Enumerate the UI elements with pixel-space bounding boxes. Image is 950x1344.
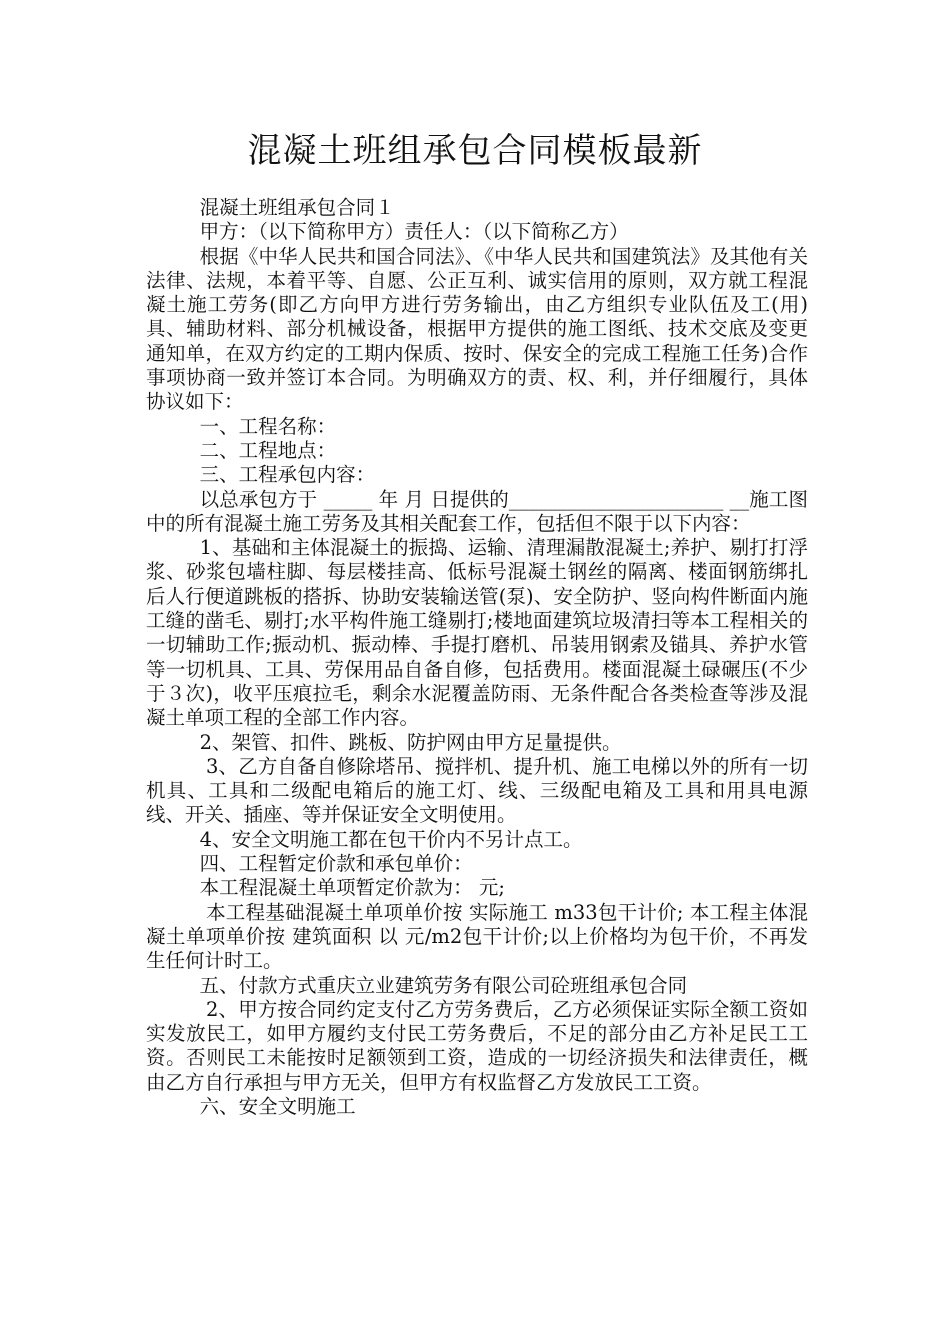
- scope-item-2: 2、架管、扣件、跳板、防护网由甲方足量提供。: [199, 730, 622, 754]
- section-safety-heading: 六、安全文明施工: [199, 1094, 356, 1118]
- unit-price-paragraph: 本工程基础混凝土单项单价按 实际施工 m33包干计价; 本工程主体混凝土单项单价按 建筑面积 以 元/m2包干计价;以上价格均为包干价，不再发生任何计时工。: [146, 900, 808, 973]
- document-body: [146, 196, 808, 1119]
- section-payment-heading: 五、付款方式重庆立业建筑劳务有限公司砼班组承包合同: [199, 973, 688, 997]
- payment-item-2: 2、甲方按合同约定支付乙方劳务费后，乙方必须保证实际全额工资如实发放民工，如甲方履约支付民工劳务费后，不足的部分由乙方补足民工工资。否则民工未能按时足额领到工资，造成的一切经济损失和法律责任，概由乙方自行承担与甲方无关，但甲方有权监督乙方发放民工工资。: [146, 997, 808, 1094]
- scope-item-1: 1、基础和主体混凝土的振捣、运输、清理漏散混凝土;养护、剔打打浮浆、砂浆包墙柱脚、每层楼挂高、低标号混凝土钢丝的隔离、楼面钢筋绑扎后人行便道跳板的搭拆、协助安装输送管(泵)、安全防护、竖向构件断面内施工缝的凿毛、剔打;水平构件施工缝剔打;楼地面建筑垃圾清扫等本工程相关的一切辅助工作;振动机、振动棒、手提打磨机、吊装用钢索及锚具、养护水管等一切机具、工具、劳保用品自备自修，包括费用。楼面混凝土碌碾压(不少于３次)，收平压痕拉毛，剩余水泥覆盖防雨、无条件配合各类检查等涉及混凝土单项工程的全部工作内容。: [146, 536, 808, 730]
- preamble-paragraph: 根据《中华人民共和国合同法》、《中华人民共和国建筑法》及其他有关法律、法规，本着平等、自愿、公正互利、诚实信用的原则，双方就工程混凝土施工劳务(即乙方向甲方进行劳务输出，由乙方组织专业队伍及工(用)具、辅助材料、部分机械设备，根据甲方提供的施工图纸、技术交底及变更通知单，在双方约定的工期内保质、按时、保安全的完成工程施工任务)合作事项协商一致并签订本合同。为明确双方的责、权、利，并仔细履行，具体协议如下：: [146, 244, 808, 414]
- contract-subtitle: 混凝土班组承包合同１: [199, 196, 395, 219]
- parties-line: 甲方：（以下简称甲方）责任人：（以下简称乙方）: [199, 220, 629, 244]
- section-project-location: 二、工程地点：: [199, 438, 337, 462]
- section-project-name: 一、工程名称：: [199, 414, 337, 438]
- scope-item-4: 4、安全文明施工都在包干价内不另计点工。: [199, 827, 583, 851]
- document-title: 混凝土班组承包合同模板最新: [247, 131, 703, 171]
- section-scope-heading: 三、工程承包内容：: [199, 463, 376, 487]
- section-price-heading: 四、工程暂定价款和承包单价：: [199, 852, 473, 876]
- provisional-price-line: 本工程混凝土单项暂定价款为： 元;: [199, 876, 505, 900]
- scope-item-3: 3、乙方自备自修除塔吊、搅拌机、提升机、施工电梯以外的所有一切机具、工具和二级配电箱后的施工灯、线、三级配电箱及工具和用具电源线、开关、插座、等并保证安全文明使用。: [146, 754, 808, 827]
- scope-intro-paragraph: 以总承包方于 _____ 年 月 日提供的______________________ __施工图中的所有混凝土施工劳务及其相关配套工作，包括但不限于以下内容：: [146, 487, 808, 535]
